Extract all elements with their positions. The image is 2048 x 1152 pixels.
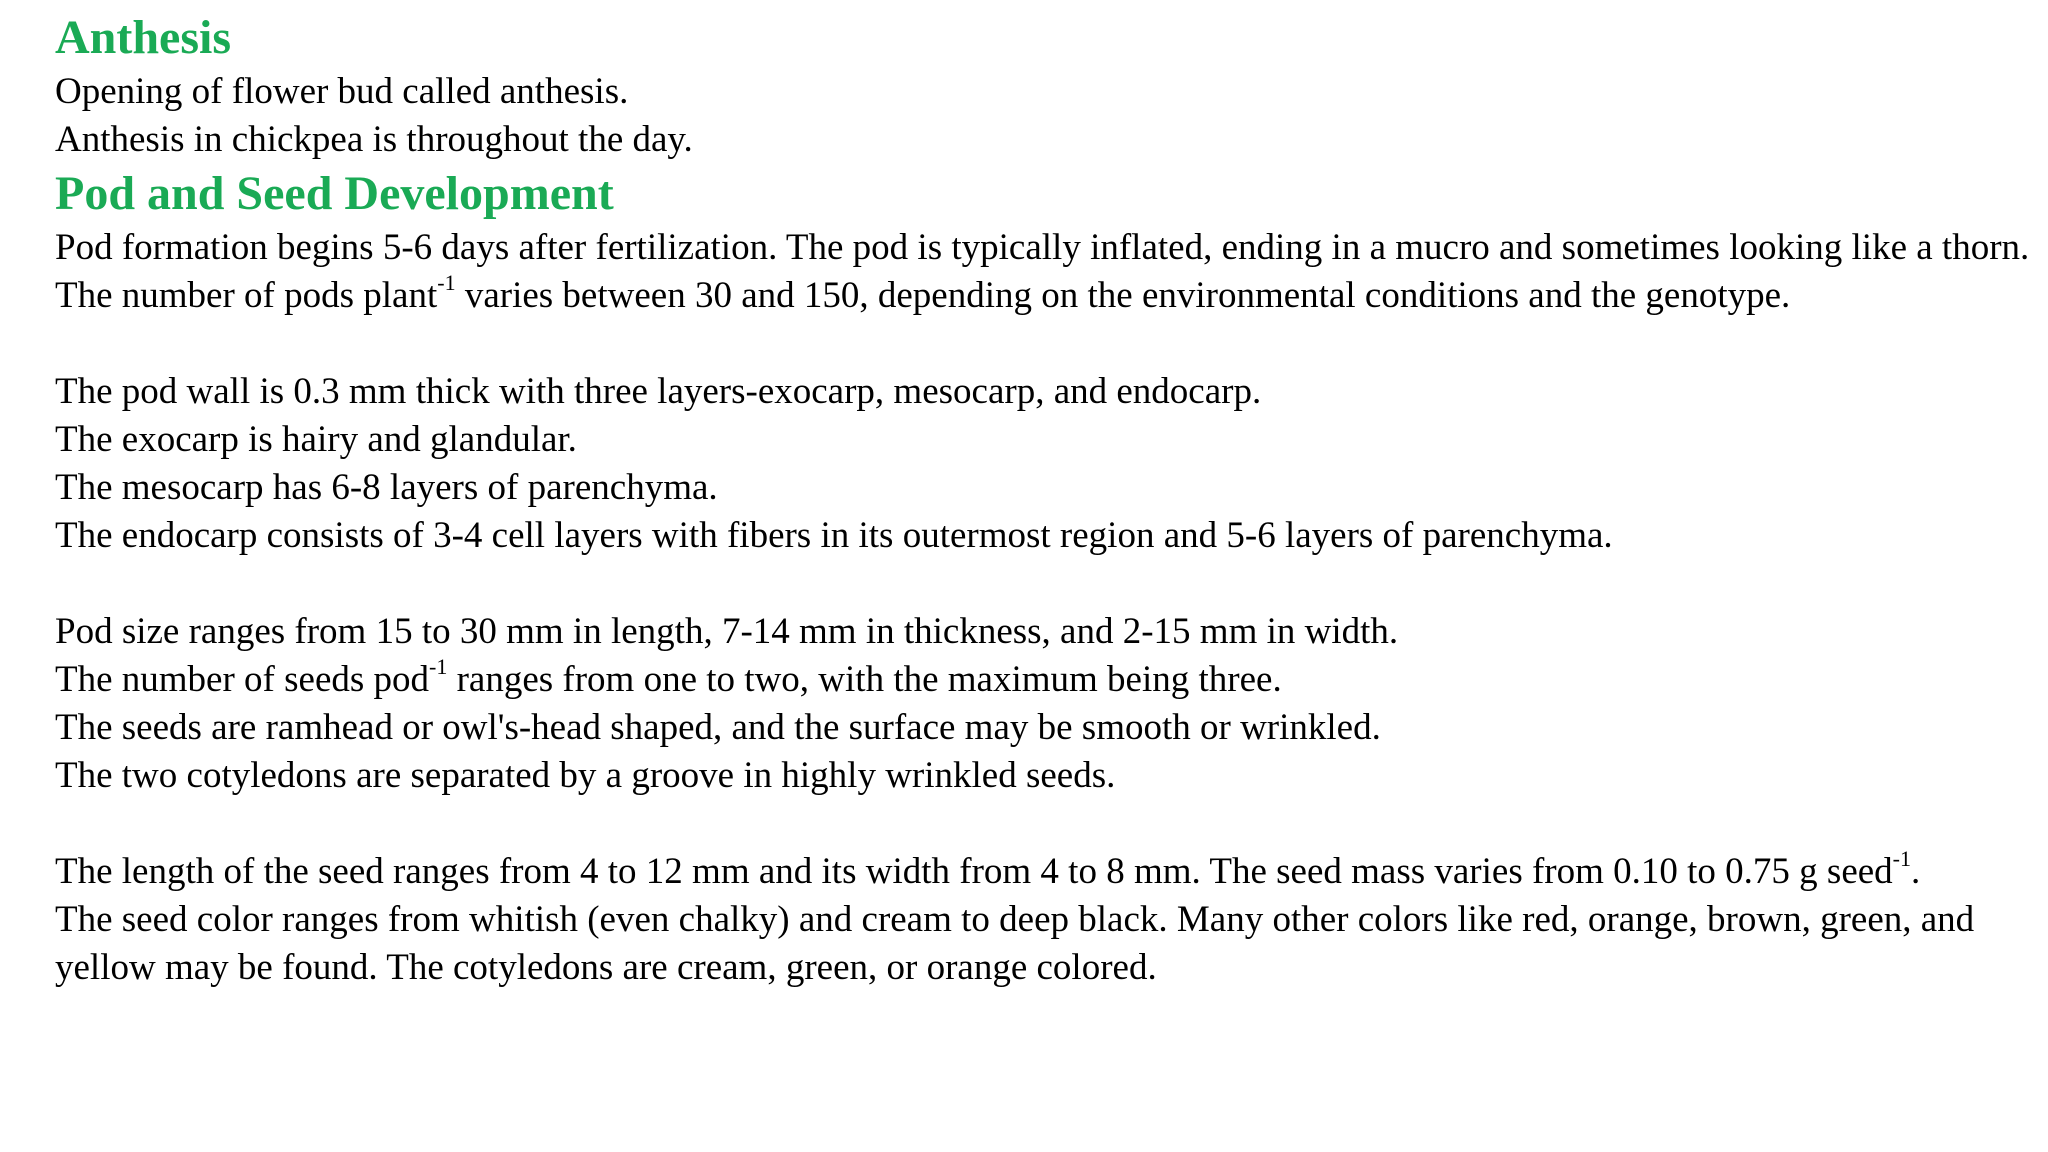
pods-per-plant-superscript: -1 (437, 269, 456, 295)
seeds-per-pod-before: The number of seeds pod (55, 659, 430, 700)
pod-wall-line-2: The exocarp is hairy and glandular. (55, 419, 577, 460)
pod-wall-line-4: The endocarp consists of 3-4 cell layers with fibers in its outermost region and 5-6 layers of parenchyma. (55, 515, 1613, 556)
pod-wall-line-3: The mesocarp has 6-8 layers of parenchyma. (55, 467, 718, 508)
seed-mass-text (55, 845, 2030, 896)
paragraph-gap (55, 800, 2030, 848)
seed-mass-after: . (1911, 851, 1921, 892)
cotyledon-groove-text: The two cotyledons are separated by a groove in highly wrinkled seeds. (55, 755, 1116, 796)
pod-seed-heading: Pod and Seed Development (55, 167, 614, 220)
anthesis-line-2: Anthesis in chickpea is throughout the day. (55, 119, 693, 160)
seeds-per-pod-superscript: -1 (429, 653, 448, 679)
seed-mass-before: The length of the seed ranges from 4 to 12 mm and its width from 4 to 8 mm. The seed mass varies from 0.10 to 0.75 g seed (55, 851, 1893, 892)
anthesis-line-1: Opening of flower bud called anthesis. (55, 71, 629, 112)
pod-formation-text: Pod formation begins 5-6 days after fertilization. The pod is typically inflated, ending in a mucro and sometimes looking like a thorn. (55, 227, 2030, 268)
pods-per-plant-after: varies between 30 and 150, depending on the environmental conditions and the genotype. (455, 275, 1791, 316)
document-page (55, 8, 2030, 992)
seed-shape-text: The seeds are ramhead or owl's-head shaped, and the surface may be smooth or wrinkled. (55, 707, 1381, 748)
pods-per-plant-text (55, 269, 2030, 320)
pods-per-plant-before: The number of pods plant (55, 275, 438, 316)
paragraph-gap (55, 560, 2030, 608)
pod-wall-line-1: The pod wall is 0.3 mm thick with three layers-exocarp, mesocarp, and endocarp. (55, 371, 1262, 412)
seeds-per-pod-after: ranges from one to two, with the maximum being three. (447, 659, 1282, 700)
seeds-per-pod-text (55, 653, 2030, 704)
pod-size-text: Pod size ranges from 15 to 30 mm in length, 7-14 mm in thickness, and 2-15 mm in width. (55, 611, 1399, 652)
seed-mass-superscript: -1 (1892, 845, 1911, 871)
anthesis-heading: Anthesis (55, 11, 232, 64)
seed-color-text: The seed color ranges from whitish (even chalky) and cream to deep black. Many other colors like red, orange, brown, green, and yellow may be found. The cotyledons are cream, green, or orange colored. (55, 899, 1975, 988)
paragraph-gap (55, 320, 2030, 368)
